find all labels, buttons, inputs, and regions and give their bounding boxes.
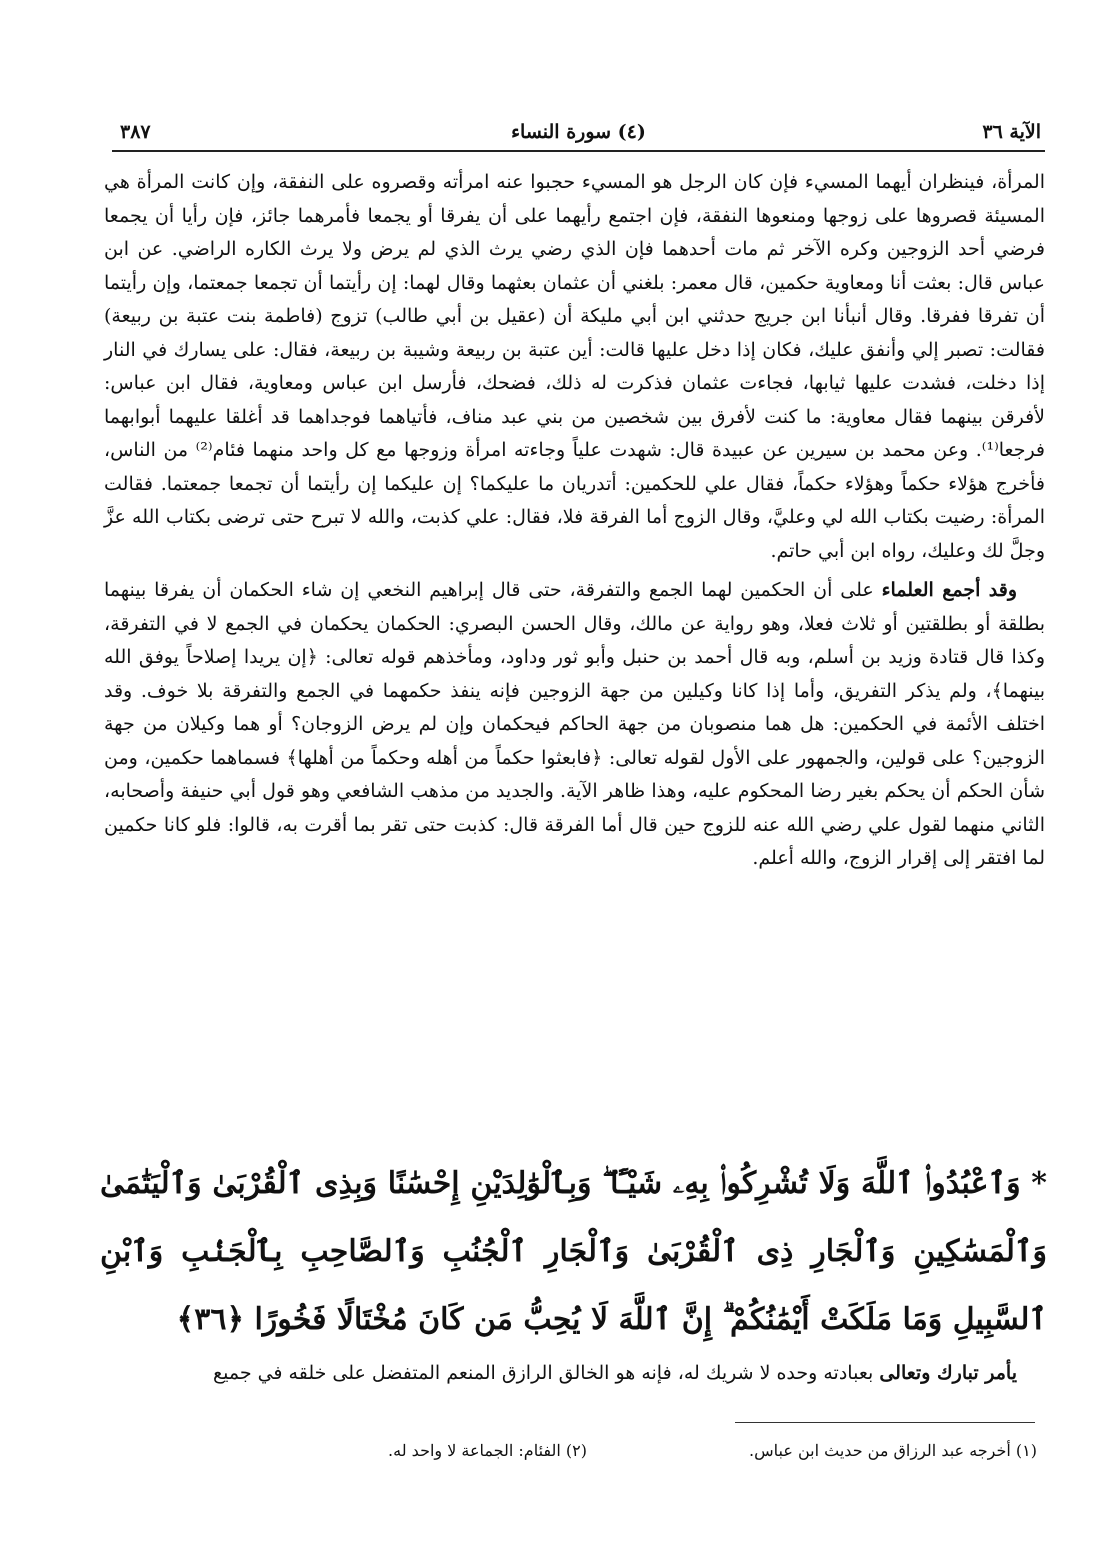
paragraph-2 <box>104 574 1045 876</box>
paragraph-2-lead: وقد أجمع العلماء <box>881 579 1018 601</box>
footnote-2: (٢) الفئام: الجماعة لا واحد له. <box>388 1441 587 1460</box>
paragraph-1 <box>104 166 1045 568</box>
footnote-divider <box>735 1422 1035 1423</box>
paragraph-2-text: على أن الحكمين لهما الجمع والتفرقة، حتى قال إبراهيم النخعي إن شاء الحكمان أن يفرقا بينهما بطلقة أو بطلقتين أو ثلاث فعلا، وهو رواية عن مالك، وقال الحسن البصري: الحكمان يحكمان في الجمع لا في التفرقة، وكذا قال قتادة وزيد بن أسلم، وبه قال أحمد بن حنبل وأبو ثور وداود، ومأخذهم قوله تعالى: ﴿إن يريدا إصلاحاً يوفق الله بينهما﴾، ولم يذكر التفريق، وأما إذا كانا وكيلين من جهة الزوجين فإنه ينفذ حكمهما في الجمع والتفرقة بلا خوف. وقد اختلف الأئمة في الحكمين: هل هما منصوبان من جهة الحاكم فيحكمان وإن لم يرض الزوجان؟ أو هما وكيلان من جهة الزوجين؟ على قولين، والجمهور على الأول لقوله تعالى: ﴿فابعثوا حكماً من أهله وحكماً من أهلها﴾ فسماهما حكمين، ومن شأن الحكم أن يحكم بغير رضا المحكوم عليه، وهذا ظاهر الآية. والجديد من مذهب الشافعي وهو قول أبي حنيفة وأصحابه، الثاني منهما لقول علي رضي الله عنه للزوج حين قال أما الفرقة قال: كذبت حتى تقر بما أقرت به، قالوا: فلو كانا حكمين لما افتقر إلى إقرار الزوج، والله أعلم. <box>104 579 1045 869</box>
tafsir-paragraph <box>104 1356 1045 1390</box>
tafsir-lead: يأمر تبارك وتعالى <box>879 1362 1017 1384</box>
verse-reference: الآية ٣٦ <box>982 121 1041 143</box>
page-header <box>112 118 1045 152</box>
tafsir-text: بعبادته وحده لا شريك له، فإنه هو الخالق الرازق المنعم المتفضل على خلقه في جميع <box>212 1362 880 1384</box>
page-number: ٣٨٧ <box>120 121 151 143</box>
surah-title: (٤) سورة النساء <box>511 121 646 143</box>
paragraph-1-text: المرأة، فينظران أيهما المسيء فإن كان الرجل هو المسيء حجبوا عنه امرأته وقصروه على النفقة، وإن كانت المرأة هي المسيئة قصروها على زوجها ومنعوها النفقة، فإن اجتمع رأيهما على أن يفرقا أو يجمعا فأمرهما جائز، فإن رأيا أن يجمعا فرضي أحد الزوجين وكره الآخر ثم مات أحدهما فإن الذي رضي يرث الذي لم يرض ولا يرث الكاره الراضي. عن ابن عباس قال: بعثت أنا ومعاوية حكمين، قال معمر: بلغني أن عثمان بعثهما وقال لهما: إن رأيتما أن تجمعا جمعتما، وإن رأيتما أن تفرقا ففرقا. وقال أنبأنا ابن جريج حدثني ابن أبي مليكة أن (عقيل بن أبي طالب) تزوج (فاطمة بنت عتبة بن ربيعة) فقالت: تصبر إلي وأنفق عليك، فكان إذا دخل عليها قالت: أين عتبة بن ربيعة وشيبة بن ربيعة، فقال: على يسارك في النار إذا دخلت، فشدت عليها ثيابها، فجاءت عثمان فذكرت له ذلك، فضحك، فأرسل ابن عباس ومعاوية، فقال ابن عباس: لأفرقن بينهما فقال معاوية: ما كنت لأفرق بين شخصين من بني عبد مناف، فأتياهما فوجداهما قد أغلقا عليهما أبوابهما فرجعا⁽¹⁾. وعن محمد بن سيرين عن عبيدة قال: شهدت علياً وجاءته امرأة وزوجها مع كل واحد منهما فئام⁽²⁾ من الناس، فأخرج هؤلاء حكماً وهؤلاء حكماً، فقال علي للحكمين: أتدريان ما عليكما؟ إن عليكما إن رأيتما أن تجمعا جمعتما. فقالت المرأة: رضيت بكتاب الله لي وعليَّ، وقال الزوج أما الفرقة فلا، فقال: علي كذبت، والله لا تبرح حتى ترضى بكتاب الله عزَّ وجلَّ لك وعليك، رواه ابن أبي حاتم. <box>104 171 1046 562</box>
commentary-body <box>104 166 1045 876</box>
quran-verse: * وَٱعْبُدُوا۟ ٱللَّهَ وَلَا تُشْرِكُوا۟ بِهِۦ شَيْـًٔا ۖ وَبِٱلْوَٰلِدَيْنِ إِحْسَٰنًا وَبِذِى ٱلْقُرْبَىٰ وَٱلْيَتَٰمَىٰ وَٱلْمَسَٰكِينِ وَٱلْجَارِ ذِى ٱلْقُرْبَىٰ وَٱلْجَارِ ٱلْجُنُبِ وَٱلصَّاحِبِ بِٱلْجَنۢبِ وَٱبْنِ ٱلسَّبِيلِ وَمَا مَلَكَتْ أَيْمَٰنُكُمْ ۗ إِنَّ ٱللَّهَ لَا يُحِبُّ مَن كَانَ مُخْتَالًا فَخُورًا ﴿٣٦﴾ <box>100 1166 1047 1337</box>
footnote-1: (١) أخرجه عبد الرزاق من حديث ابن عباس. <box>749 1441 1037 1460</box>
